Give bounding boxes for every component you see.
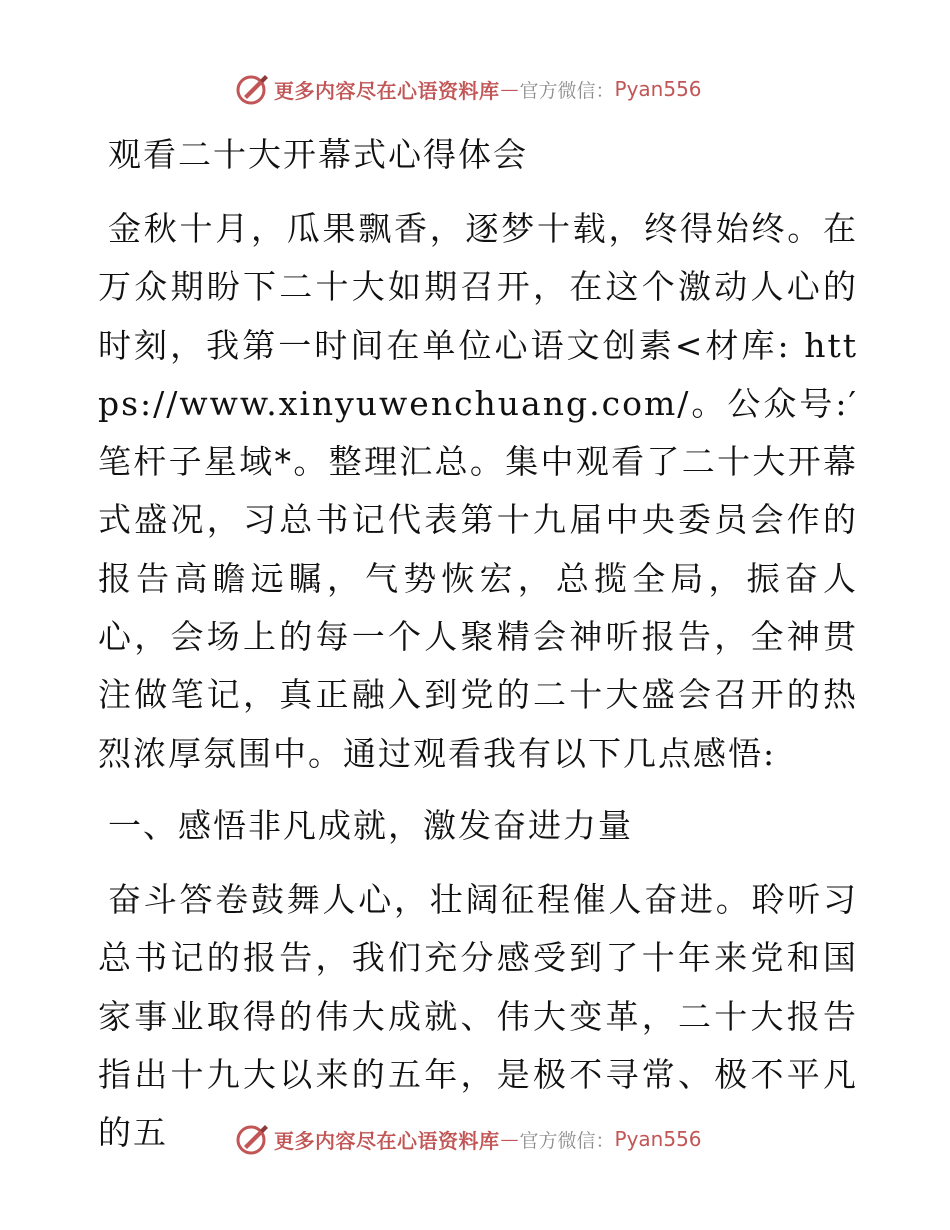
pen-logo-icon: [234, 1122, 270, 1156]
section-heading: 一、感悟非凡成就，激发奋进力量: [108, 805, 633, 845]
header-watermark: [234, 72, 702, 106]
watermark-brand: 更多内容尽在心语资料库: [274, 1128, 500, 1153]
intro-paragraph: 金秋十月，瓜果飘香，逐梦十载，终得始终。在万众期盼下二十大如期召开，在这个激动人心的时刻，我第一时间在单位心语文创素<材库: https://www.xinyuwenchuang.com/。公众号:′笔杆子星域*。整理汇总。集中观看了二十大开幕式盛况，习总书记代表第十九届中央委员会作的报告高瞻远瞩，气势恢宏，总揽全局，振奋人心，会场上的每一个人聚精会神听报告，全神贯注做笔记，真正融入到党的二十大盛会召开的热烈浓厚氛围中。通过观看我有以下几点感悟:: [98, 209, 858, 773]
pen-logo-icon: [234, 72, 270, 106]
document-body: [98, 118, 858, 1162]
watermark-label: 官方微信：: [519, 79, 615, 102]
watermark-wechat-id: Pyan556: [614, 1127, 702, 1151]
section-paragraph: 奋斗答卷鼓舞人心，壮阔征程催人奋进。聆听习总书记的报告，我们充分感受到了十年来党和国家事业取得的伟大成就、伟大变革，二十大报告指出十九大以来的五年，是极不寻常、极不平凡的五: [98, 879, 858, 1153]
document-title: 观看二十大开幕式心得体会: [108, 135, 528, 174]
watermark-wechat-id: Pyan556: [614, 77, 702, 101]
footer-watermark: [234, 1122, 702, 1156]
watermark-label: 官方微信：: [519, 1129, 615, 1152]
watermark-brand: 更多内容尽在心语资料库: [274, 78, 500, 103]
watermark-separator: —: [500, 1128, 519, 1150]
watermark-separator: —: [500, 78, 519, 100]
